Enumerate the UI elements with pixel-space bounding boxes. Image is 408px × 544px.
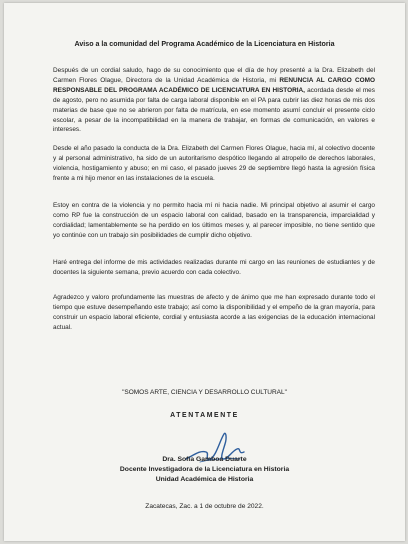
signature-block — [4, 455, 405, 485]
paragraph-objective: Estoy en contra de la violencia y no permito hacia mí ni hacia nadie. Mi principal objetivo al asumir el cargo como RP fue la construcción de un espacio laboral con calidad, basado en la transparencia, imparcialidad y cordialidad; lamentablemente se ha perdido en los últimos meses y, al parecer imposible, no tiene sentido que yo continúe con un trabajo sin posibilidades de cumplir dicho objetivo. — [53, 202, 375, 239]
institutional-motto: "SOMOS ARTE, CIENCIA Y DESARROLLO CULTURAL" — [122, 389, 287, 396]
closing-word: ATENTAMENTE — [170, 412, 239, 419]
document-page — [4, 3, 405, 541]
signer-role: Docente Investigadora de la Licenciatura en Historia — [119, 466, 290, 473]
paragraph-resignation-intro: Después de un cordial saludo, hago de su conocimiento que el día de hoy presenté a la Dra. Elizabeth del Carmen Flores Olague, Directora de la Unidad Académica de Historia, mi — [53, 67, 375, 84]
paragraph-resignation — [53, 66, 375, 135]
paragraph-report: Haré entrega del informe de mis actividades realizadas durante mi cargo en las reuniones de estudiantes y de docentes la siguiente semana, previo acuerdo con cada colectivo. — [53, 259, 375, 276]
document-title: Aviso a la comunidad del Programa Académico de la Licenciatura en Historia — [74, 40, 335, 48]
signer-unit: Unidad Académica de Historia — [155, 476, 254, 483]
paragraph-resignation-rest: acordada desde el mes de agosto, pero no asumida por falta de carga laboral disponible en el PA para cubrir las diez horas de mis dos materias de base que no se abrieron por falta de matrícula, en ese momento asumí concluir el presente ciclo escolar, a pesar de la incompatibilidad en la manera de trabajar, en formas de comunicación, en valores e intereses. — [53, 86, 375, 134]
signer-name: Dra. Sofía Gamboa Duarte — [162, 456, 247, 463]
paragraph-resignation-bold: RENUNCIA AL CARGO COMO RESPONSABLE DEL PROGRAMA ACADÉMICO DE LICENCIATURA EN HISTORIA, — [53, 76, 375, 94]
place-and-date: Zacatecas, Zac. a 1 de octubre de 2022. — [145, 503, 264, 510]
paragraph-thanks: Agradezco y valoro profundamente las muestras de afecto y de ánimo que me han expresado durante todo el tiempo que estuve desempeñando este trabajo; así como la disponibilidad y el empeño de la gran mayoría, para construir un espacio laboral eficiente, cordial y entusiasta acorde a las exigencias de la educación internacional actual. — [53, 294, 375, 331]
paragraph-conduct: Desde el año pasado la conducta de la Dra. Elizabeth del Carmen Flores Olague, hacia mí, al colectivo docente y al personal administrativo, ha sido de un autoritarismo despótico llegando al atropello de derechos laborales, violencia, hostigamiento y abuso; en mi caso, el pasado jueves 29 de septiembre llegó hasta la agresión física frente a mi hijo menor en las instalaciones de la escuela. — [53, 145, 375, 182]
